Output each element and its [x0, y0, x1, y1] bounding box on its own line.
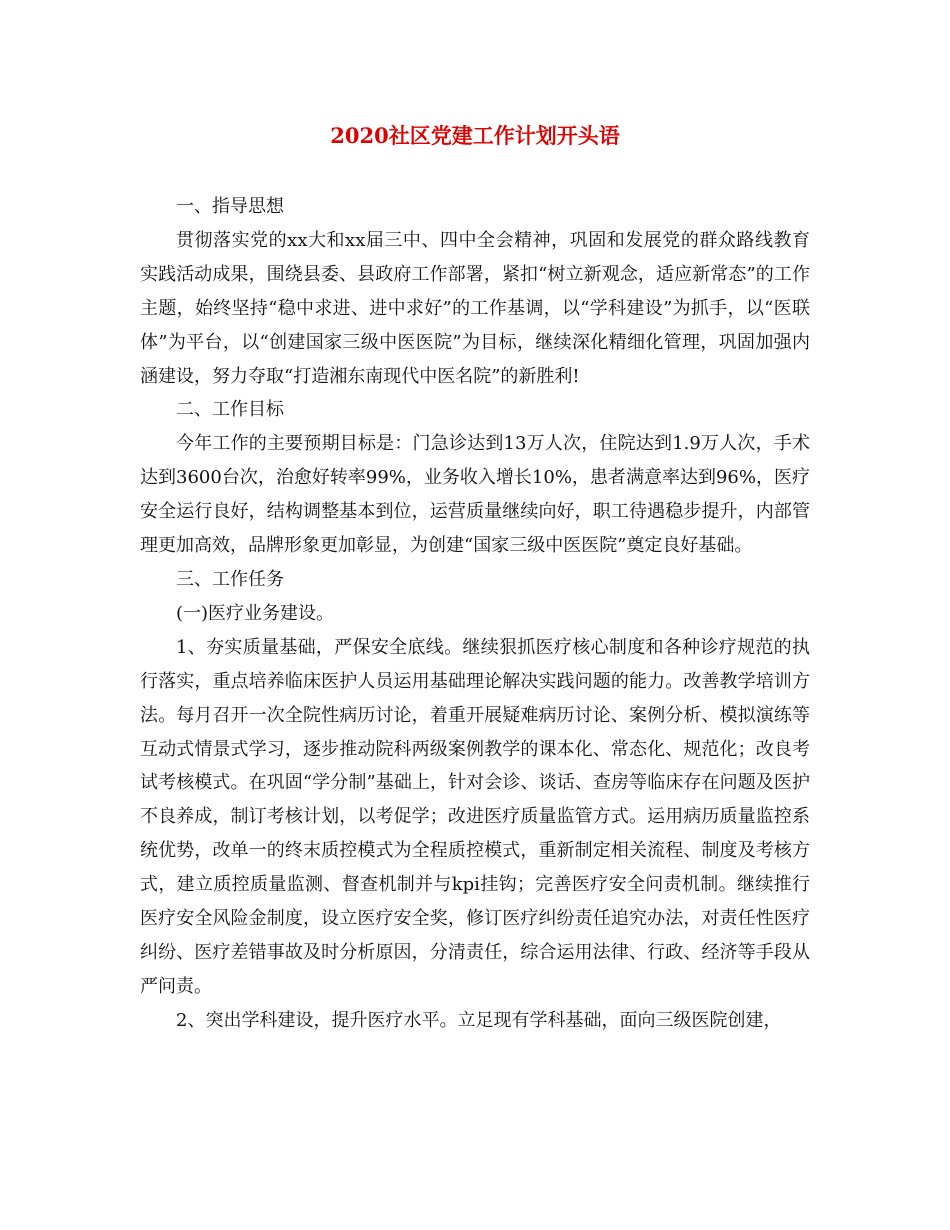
section-heading-guiding-ideology: 一、指导思想 — [176, 196, 284, 217]
paragraph-work-goals: 今年工作的主要预期目标是：门急诊达到13万人次，住院达到1.9万人次，手术达到3600台次，治愈好转率99%，业务收入增长10%，患者满意率达到96%，医疗安全运行良好，结构调整基本到位，运营质量继续向好，职工待遇稳步提升，内部管理更加高效，品牌形象更加彰显，为创建“国家三级中医医院”奠定良好基础。 — [140, 433, 810, 557]
section-heading-work-goals: 二、工作目标 — [176, 399, 284, 421]
paragraph-quality-safety: 1、夯实质量基础，严保安全底线。继续狠抓医疗核心制度和各种诊疗规范的执行落实，重点培养临床医护人员运用基础理论解决实践问题的能力。改善教学培训方法。每月召开一次全院性病历讨论，着重开展疑难病历讨论、案例分析、模拟演练等互动式情景式学习，逐步推动院科两级案例教学的课本化、常态化、规范化；改良考试考核模式。在巩固“学分制”基础上，针对会诊、谈话、查房等临床存在问题及医护不良养成，制订考核计划，以考促学；改进医疗质量监管方式。运用病历质量监控系统优势，改单一的终末质控模式为全程质控模式，重新制定相关流程、制度及考核方式，建立质控质量监测、督查机制并与kpi挂钩；完善医疗安全问责机制。继续推行医疗安全风险金制度，设立医疗安全奖，修订医疗纠纷责任追究办法，对责任性医疗纠纷、医疗差错事故及时分析原因，分清责任，综合运用法律、行政、经济等手段从严问责。 — [140, 636, 810, 997]
document-title: 2020社区党建工作计划开头语 — [330, 123, 620, 148]
paragraph-guiding-ideology: 贯彻落实党的xx大和xx届三中、四中全会精神，巩固和发展党的群众路线教育实践活动成果，围绕县委、县政府工作部署，紧扣“树立新观念，适应新常态”的工作主题，始终坚持“稳中求进、进中求好”的工作基调，以“学科建设”为抓手，以“医联体”为平台，以“创建国家三级中医医院”为目标，继续深化精细化管理，巩固加强内涵建设，努力夺取“打造湘东南现代中医名院”的新胜利! — [140, 229, 810, 387]
document-body — [140, 190, 810, 1038]
section-heading-work-tasks: 三、工作任务 — [176, 568, 284, 590]
subheading-medical-business: (一)医疗业务建设。 — [176, 602, 335, 624]
paragraph-discipline-building: 2、突出学科建设，提升医疗水平。立足现有学科基础，面向三级医院创建， — [176, 1009, 782, 1031]
